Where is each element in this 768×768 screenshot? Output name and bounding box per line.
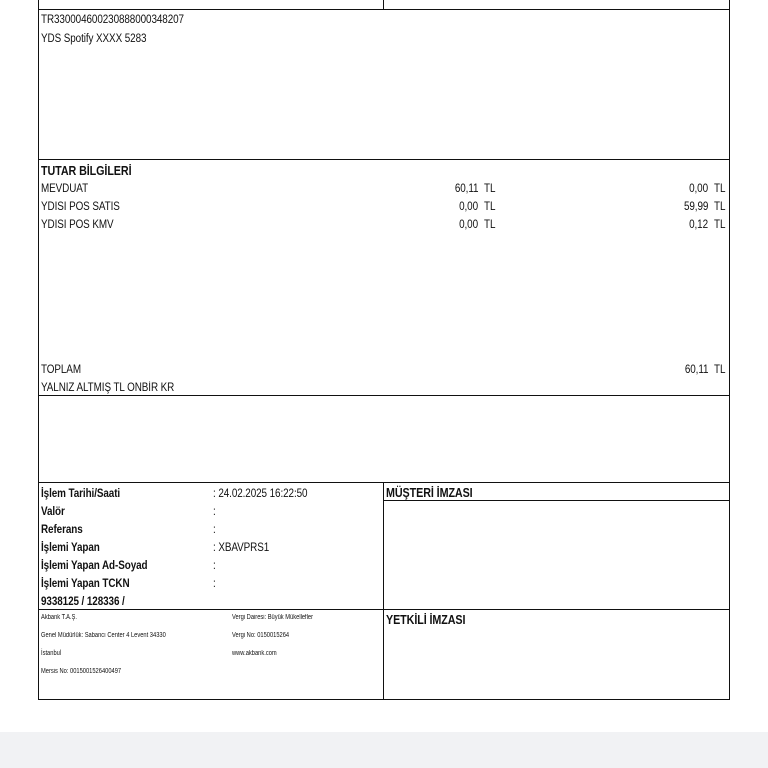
total-label: TOPLAM [41,364,81,376]
transaction-id-line: 9338125 / 128336 / [41,596,125,608]
bottom-bar [0,732,768,768]
amount-row-label: YDISI POS KMV [41,219,114,231]
amount-row-cur1: TL [484,183,496,195]
amount-row-col2: 59,99 [683,201,708,213]
amount-row-col2: 0,12 [689,219,708,231]
amount-row-cur2: TL [714,219,726,231]
amount-row-col2: 0,00 [689,183,708,195]
field-label: İşlemi Yapan Ad-Soyad [41,560,148,572]
bank-name: Akbank T.A.Ş. [41,614,77,621]
total-value: 60,11 [684,364,708,376]
bank-city: İstanbul [41,650,62,657]
amount-heading: TUTAR BİLGİLERİ [41,164,132,178]
bank-tax-number: Vergi No: 0150015264 [232,632,290,639]
field-value: : [213,578,216,590]
field-label: İşlemi Yapan [41,542,100,554]
field-label: İşlemi Yapan TCKN [41,578,130,590]
authorized-signature-label: YETKİLİ İMZASI [386,613,466,627]
field-value: : [213,524,216,536]
field-label: Valör [41,506,65,518]
bank-tax-office: Vergi Dairesi: Büyük Mükellefler [232,614,314,621]
field-label: İşlem Tarihi/Saati [41,488,121,500]
field-value: : 24.02.2025 16:22:50 [213,488,308,500]
account-description: YDS Spotify XXXX 5283 [41,33,147,45]
amount-row-cur2: TL [714,201,726,213]
total-currency: TL [714,364,726,376]
bank-address: Genel Müdürlük: Sabancı Center 4 Levent 34330 [41,632,166,639]
amount-row-col1: 0,00 [459,201,478,213]
field-value: : [213,560,216,572]
amount-row-col1: 0,00 [459,219,478,231]
customer-signature-label: MÜŞTERİ İMZASI [386,486,473,500]
amount-row-label: MEVDUAT [41,183,89,195]
field-value: : XBAVPRS1 [213,542,270,554]
iban-text: TR330004600230888000348207 [41,14,184,26]
amount-row-col1: 60,11 [454,183,478,195]
field-label: Referans [41,524,83,536]
amount-row-cur1: TL [484,201,496,213]
bank-website: www.akbank.com [232,650,277,657]
total-in-words: YALNIZ ALTMIŞ TL ONBİR KR [41,382,175,394]
amount-row-label: YDISI POS SATIS [41,201,120,213]
amount-row-cur1: TL [484,219,496,231]
field-value: : [213,506,216,518]
amount-row-cur2: TL [714,183,726,195]
bank-mersis: Mersis No: 0015001526400497 [41,668,122,675]
